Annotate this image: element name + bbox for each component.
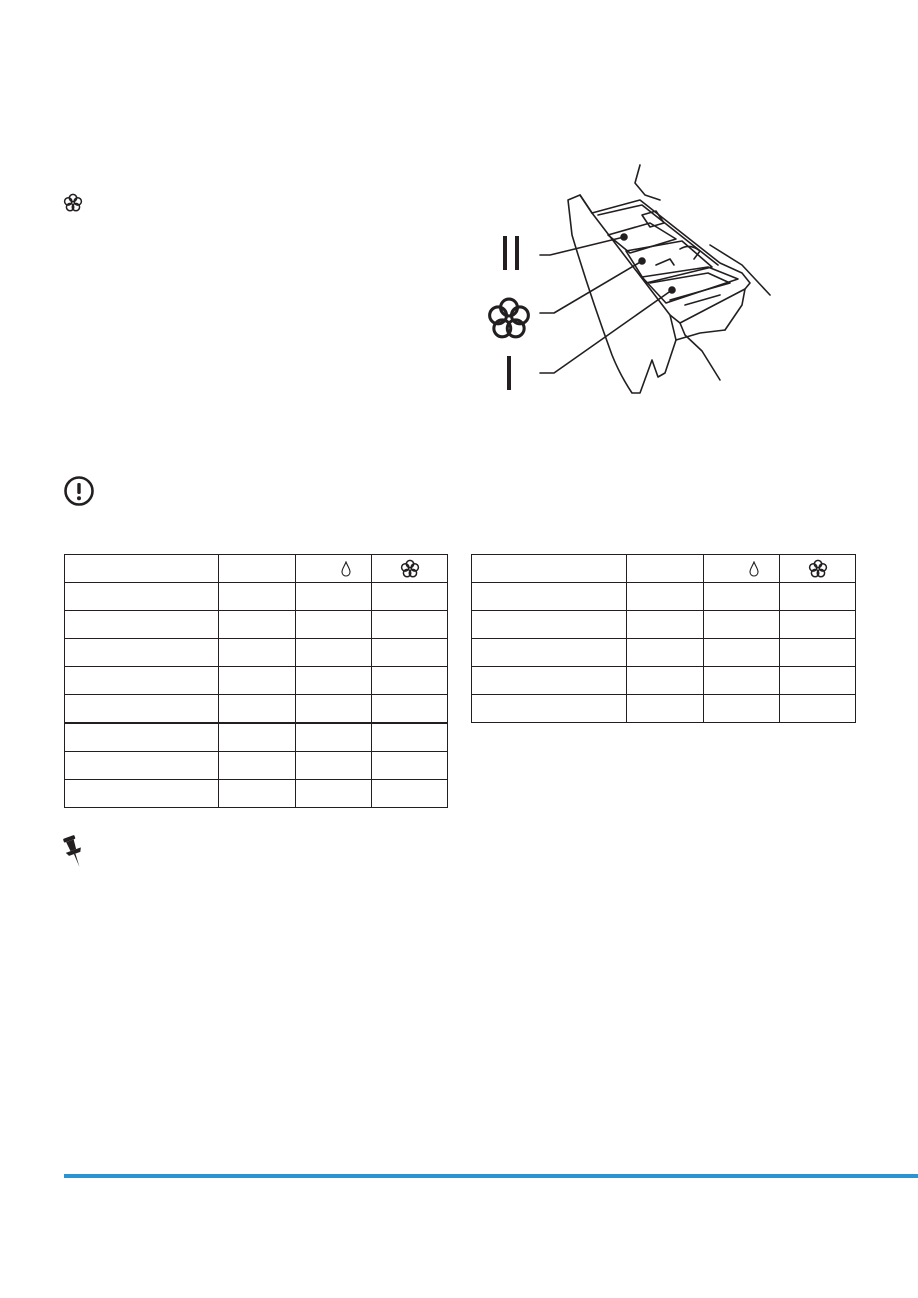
table-header-row [472,555,856,583]
table-row [472,695,856,723]
pushpin-icon [60,834,88,870]
table-header-cell [65,555,219,583]
table-header-cell [704,555,780,583]
table-row [65,639,448,667]
table-row [65,583,448,611]
detergent-drawer-diagram [480,155,780,400]
compartment-1-label [504,356,514,392]
table-row [65,695,448,724]
drop-icon [341,561,351,577]
table-header-cell [780,555,856,583]
table-row [65,752,448,780]
table-row [472,583,856,611]
flower-icon [808,559,828,579]
compartment-2-label [500,236,524,272]
footer-rule [64,1174,918,1178]
exclamation-circle-icon [63,475,95,507]
table-header-cell [372,555,448,583]
table-header-row [65,555,448,583]
table-header-cell [472,555,627,583]
table-row [472,639,856,667]
table-header-cell [219,555,296,583]
table-row [472,667,856,695]
table-header-cell [296,555,372,583]
dosage-table-right [471,554,856,723]
drop-icon [749,561,759,577]
table-row [472,611,856,639]
flower-icon [400,559,420,579]
table-row [65,667,448,695]
table-header-cell [627,555,704,583]
flower-icon [63,193,83,213]
table-row [65,780,448,808]
flower-icon [486,296,532,342]
dosage-table-left [64,554,448,808]
table-row [65,611,448,639]
table-row [65,723,448,752]
